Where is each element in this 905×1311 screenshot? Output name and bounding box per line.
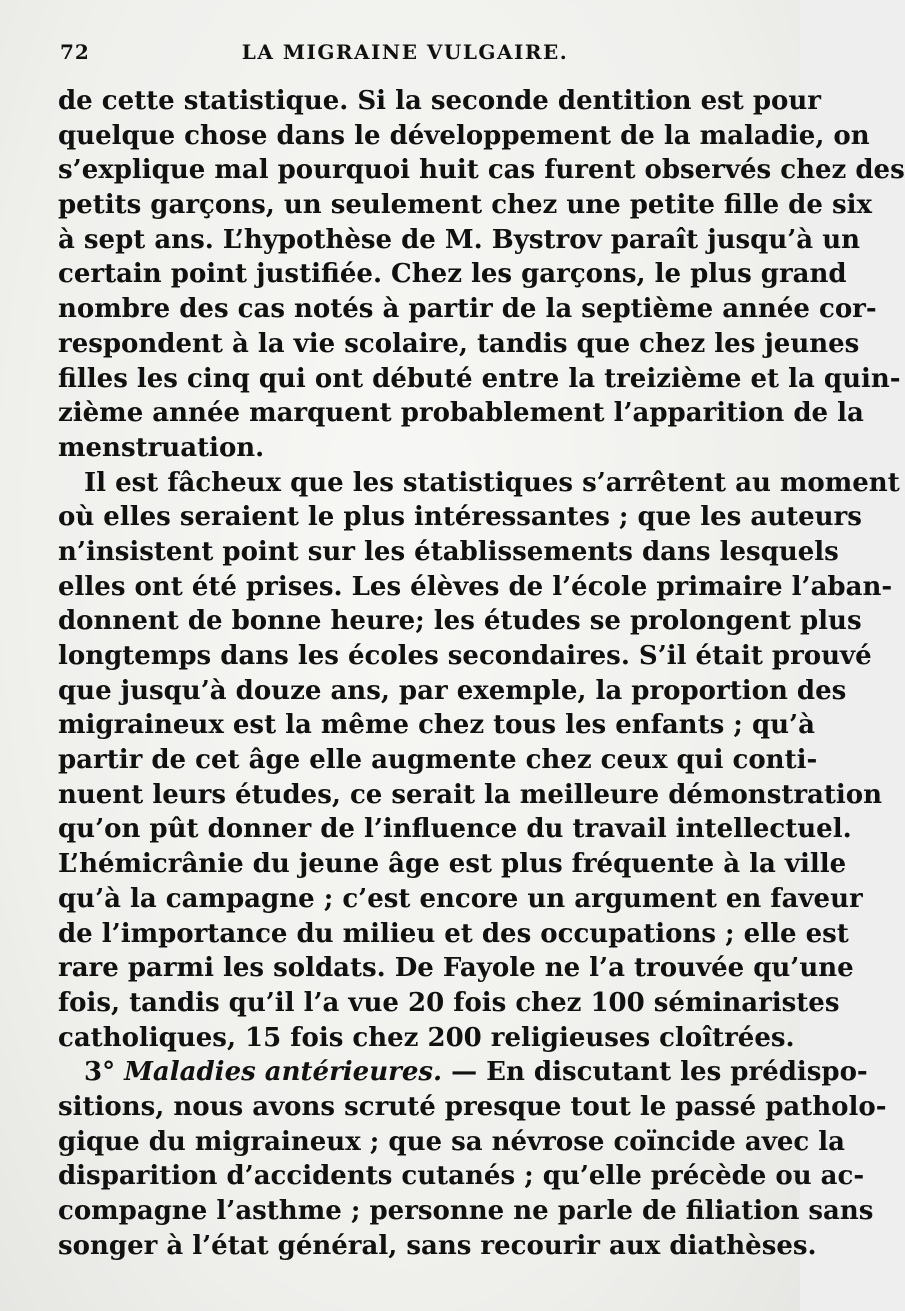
paragraph [58, 84, 905, 466]
text-line: s’explique mal pourquoi huit cas furent observés chez des [58, 155, 905, 186]
text-line: L’hémicrânie du jeune âge est plus fréquente à la ville [58, 849, 847, 880]
text-line: à sept ans. L’hypothèse de M. Bystrov paraît jusqu’à un [58, 224, 861, 255]
text-line: gique du migraineux ; que sa névrose coïncide avec la [58, 1126, 845, 1157]
text-line: sitions, nous avons scruté presque tout le passé patholo- [58, 1091, 887, 1122]
text-line: filles les cinq qui ont débuté entre la treizième et la quin- [58, 363, 901, 394]
text-line: n’insistent point sur les établissements dans lesquels [58, 536, 839, 567]
text-line: donnent de bonne heure; les études se prolongent plus [58, 606, 862, 637]
text-line: rare parmi les soldats. De Fayole ne l’a trouvée qu’une [58, 953, 854, 984]
text-line: où elles seraient le plus intéressantes ; que les auteurs [58, 502, 862, 533]
text-run: — En discutant les prédispo- [442, 1057, 868, 1088]
running-title: LA MIGRAINE VULGAIRE. [241, 40, 569, 64]
text-line: de cette statistique. Si la seconde dentition est pour [58, 86, 821, 116]
text-line: petits garçons, un seulement chez une petite fille de six [58, 190, 872, 221]
text-line: menstruation. [58, 432, 265, 463]
text-line: disparition d’accidents cutanés ; qu’elle précède ou ac- [58, 1161, 865, 1192]
text-line: nuent leurs études, ce serait la meilleure démonstration [58, 779, 883, 810]
page-header [60, 40, 750, 70]
text-line: longtemps dans les écoles secondaires. S’il était prouvé [58, 641, 872, 671]
text-line: catholiques, 15 fois chez 200 religieuses cloîtrées. [58, 1022, 795, 1053]
text-line: fois, tandis qu’il l’a vue 20 fois chez 100 séminaristes [58, 987, 840, 1018]
text-line: zième année marquent probablement l’apparition de la [58, 398, 864, 429]
text-line: Il est fâcheux que les statistiques s’arrêtent au moment [84, 467, 900, 498]
text-line: quelque chose dans le développement de la maladie, on [58, 120, 870, 151]
text-line: elles ont été prises. Les élèves de l’école primaire l’aban- [58, 571, 893, 602]
body-text [58, 84, 905, 1263]
section-number: 3° [84, 1057, 116, 1088]
text-line: migraineux est la même chez tous les enfants ; qu’à [58, 710, 815, 741]
text-line: songer à l’état général, sans recourir aux diathèses. [58, 1230, 817, 1261]
paragraph [58, 1055, 887, 1263]
text-line: respondent à la vie scolaire, tandis que chez les jeunes [58, 328, 860, 359]
section-title: Maladies antérieures. [124, 1057, 443, 1088]
text-line: compagne l’asthme ; personne ne parle de filiation sans [58, 1196, 874, 1226]
text-line: qu’on pût donner de l’influence du travail intellectuel. [58, 814, 852, 845]
page-number: 72 [60, 40, 90, 64]
text-line: nombre des cas notés à partir de la septième année cor- [58, 294, 877, 325]
text-line: que jusqu’à douze ans, par exemple, la proportion des [58, 675, 847, 706]
section-heading-line [58, 1055, 868, 1090]
text-line: certain point justifiée. Chez les garçons, le plus grand [58, 259, 847, 290]
text-line: partir de cet âge elle augmente chez ceux qui conti- [58, 745, 818, 776]
text-line: qu’à la campagne ; c’est encore un argument en faveur [58, 883, 863, 914]
text-line: de l’importance du milieu et des occupations ; elle est [58, 918, 849, 949]
paragraph [58, 466, 900, 1056]
